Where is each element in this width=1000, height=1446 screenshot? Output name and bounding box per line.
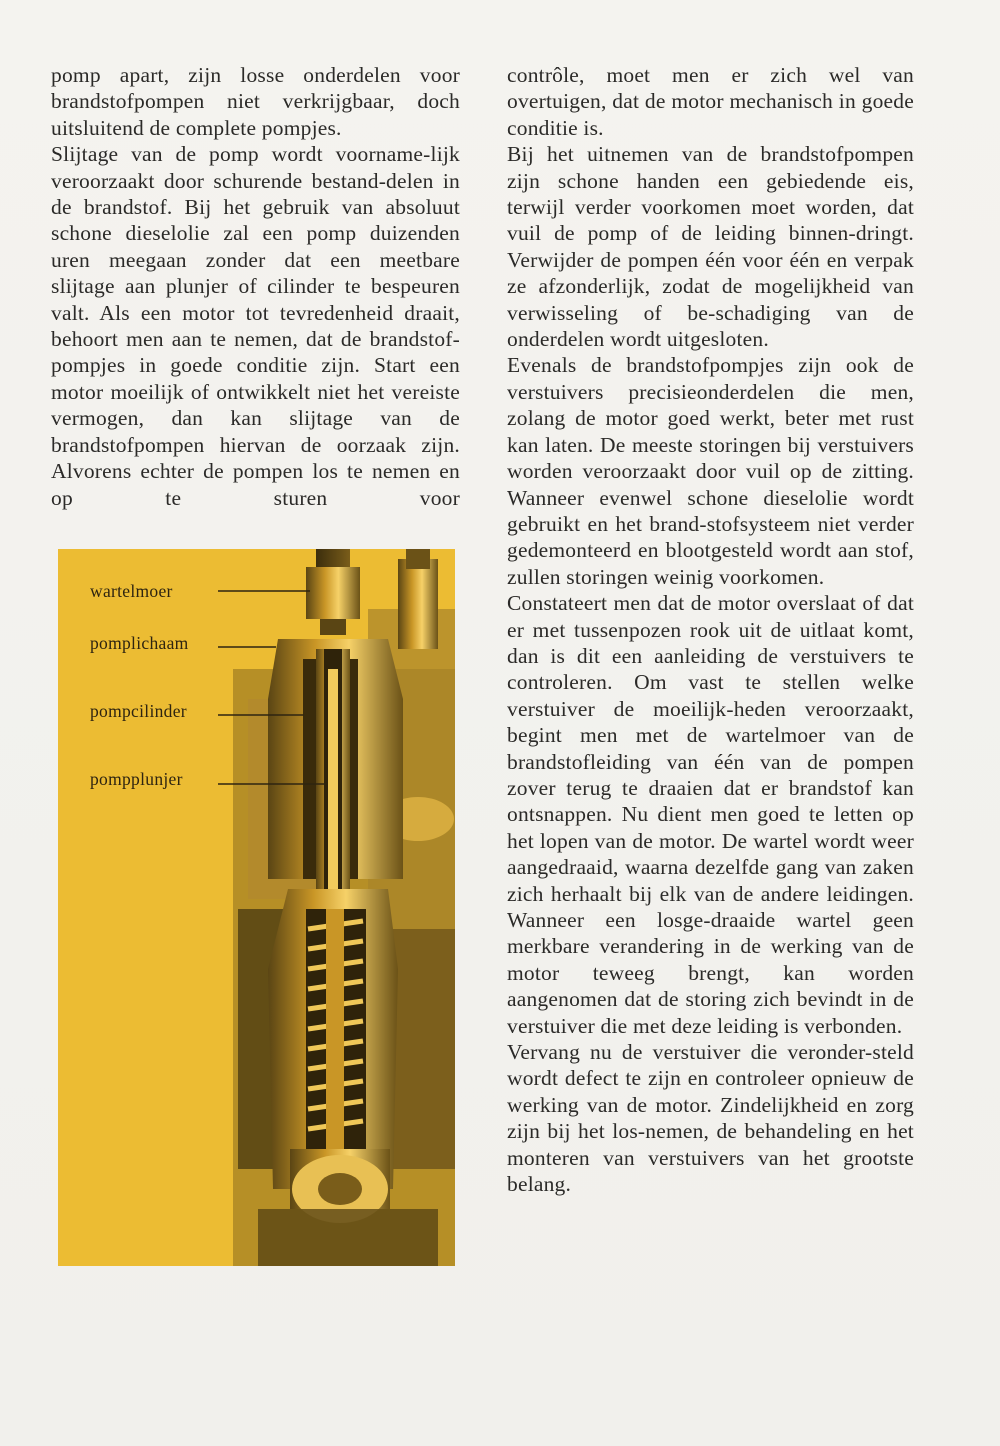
left-column xyxy=(51,62,460,511)
right-paragraph-2: Bij het uitnemen van de brandstofpompen zijn schone handen een gebiedende eis, terwijl verder voorkomen moet worden, dat vuil de pomp of de leiding binnen-dringt. Verwijder de pompen één voor één en verpak ze afzonderlijk, zodat de mogelijkheid van verwisseling of be-schadiging van de onderdelen wordt uitgesloten. xyxy=(507,142,914,352)
label-pompplunjer: pompplunjer xyxy=(90,769,183,789)
label-pomplichaam: pomplichaam xyxy=(90,633,189,653)
fuel-pump-cutaway-figure xyxy=(58,549,455,1266)
fuel-pump-illustration xyxy=(58,549,455,1266)
left-paragraph-2: Slijtage van de pomp wordt voorname-lijk veroorzaakt door schurende bestand-delen in de brandstof. Bij het gebruik van absoluut schone dieselolie zal een pomp duizenden uren meegaan zonder dat een meetbare slijtage aan plunjer of cilinder te bespeuren valt. Als een motor tot tevredenheid draait, behoort men aan te nemen, dat de brandstof-pompjes in goede conditie zijn. Start een motor moeilijk of ontwikkelt niet het vereiste vermogen, dan kan slijtage van de brandstofpompen hiervan de oorzaak zijn. Alvorens echter de pompen los te nemen en op te sturen voor xyxy=(51,142,460,510)
label-pompcilinder: pompcilinder xyxy=(90,701,187,721)
right-paragraph-3: Evenals de brandstofpompjes zijn ook de verstuivers precisieonderdelen die men, zolang de motor goed werkt, beter met rust kan laten. De meeste storingen bij verstuivers worden veroorzaakt door vuil op de zitting. Wanneer evenwel schone dieselolie wordt gebruikt en het brand-stofsysteem niet verder gedemonteerd en blootgesteld wordt aan stof, zullen storingen weinig voorkomen. xyxy=(507,353,914,589)
label-wartelmoer: wartelmoer xyxy=(90,581,173,601)
left-paragraph-1: pomp apart, zijn losse onderdelen voor brandstofpompen niet verkrijgbaar, doch uitsluitend de complete pompjes. xyxy=(51,63,460,140)
right-paragraph-5: Vervang nu de verstuiver die veronder-steld wordt defect te zijn en controleer opnieuw de werking van de motor. Zindelijkheid en zorg zijn bij het los-nemen, de behandeling en het monteren van verstuivers van het grootste belang. xyxy=(507,1040,914,1197)
right-paragraph-1: contrôle, moet men er zich wel van overtuigen, dat de motor mechanisch in goede conditie is. xyxy=(507,63,914,140)
right-paragraph-4: Constateert men dat de motor overslaat of dat er met tussenpozen rook uit de uitlaat komt, dan is dit een aanleiding de verstuivers te controleren. Om vast te stellen welke verstuiver de moeilijk-heden veroorzaakt, begint men met de wartelmoer van de brandstofleiding van één van de pompen zover terug te draaien dat er brandstof kan ontsnappen. Nu dient men goed te letten op het lopen van de motor. De wartel wordt weer aangedraaid, waarna dezelfde gang van zaken zich herhaalt bij elk van de andere leidingen. Wanneer een losge-draaide wartel geen merkbare verandering in de werking van de motor teweeg brengt, kan worden aangenomen dat de storing zich bevindt in de verstuiver die met deze leiding is verbonden. xyxy=(507,591,914,1038)
right-column xyxy=(507,62,914,1197)
